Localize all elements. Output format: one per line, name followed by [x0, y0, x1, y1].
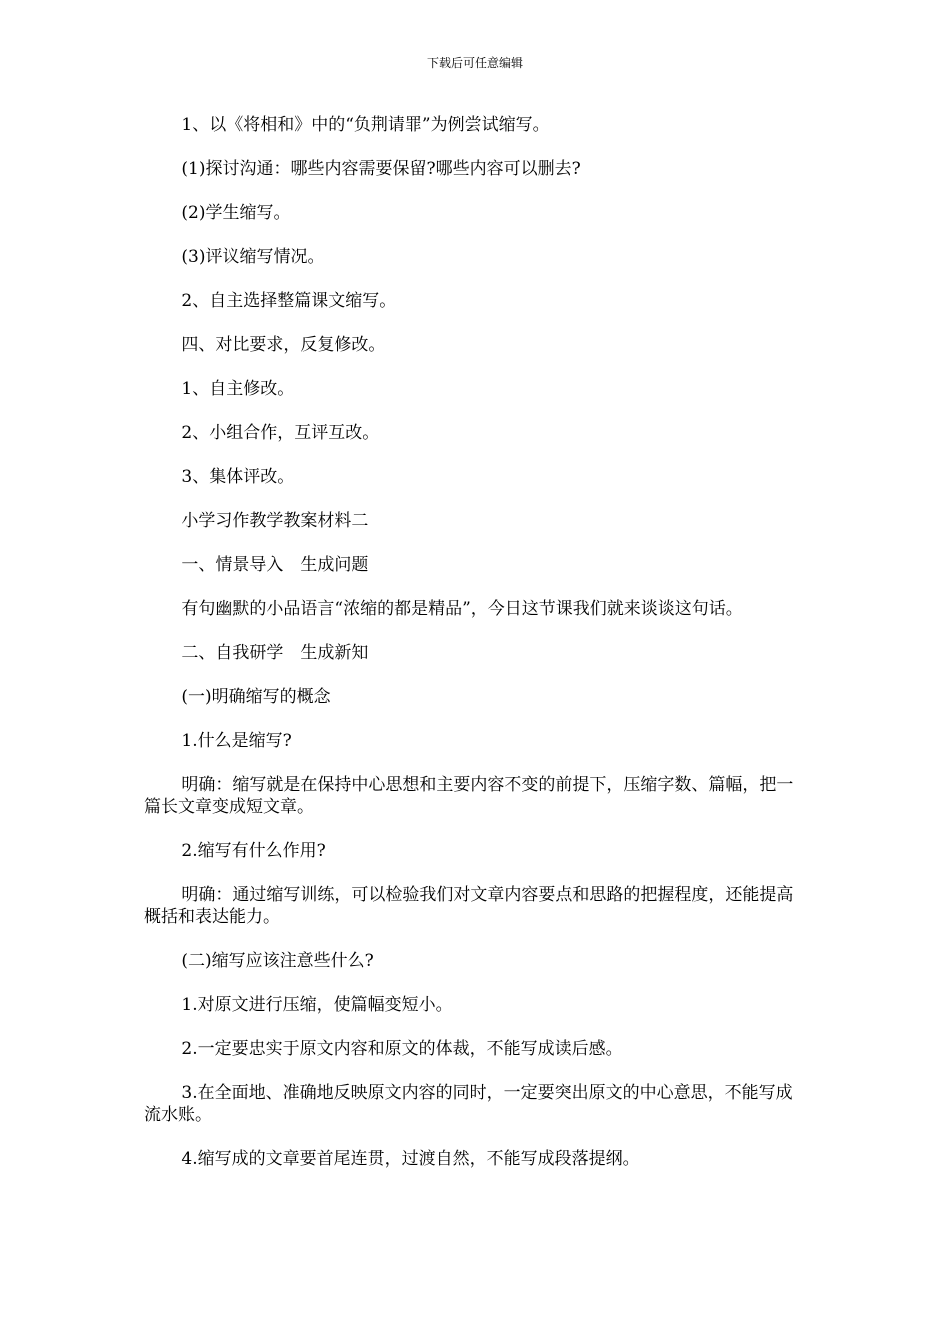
paragraph: 有句幽默的小品语言“浓缩的都是精品”，今日这节课我们就来谈谈这句话。 [181, 599, 743, 619]
paragraph: (1)探讨沟通：哪些内容需要保留?哪些内容可以删去? [181, 159, 581, 179]
paragraph: 2.缩写有什么作用? [181, 841, 326, 861]
paragraph: 4.缩写成的文章要首尾连贯，过渡自然，不能写成段落提纲。 [181, 1149, 640, 1169]
subsection-heading: (二)缩写应该注意些什么? [181, 951, 374, 971]
paragraph: 2、自主选择整篇课文缩写。 [181, 291, 397, 311]
paragraph: 3、集体评改。 [181, 467, 295, 487]
paragraph: 1、以《将相和》中的“负荆请罪”为例尝试缩写。 [181, 115, 550, 135]
paragraph: 1.对原文进行压缩，使篇幅变短小。 [181, 995, 453, 1015]
page-header: 下载后可任意编辑 [426, 56, 523, 70]
section-heading: 一、情景导入 生成问题 [181, 555, 369, 575]
paragraph: 明确：缩写就是在保持中心思想和主要内容不变的前提下，压缩字数、篇幅，把一篇长文章变成短文章。 [144, 775, 794, 817]
document-subtitle: 小学习作教学教案材料二 [181, 511, 369, 531]
subsection-heading: (一)明确缩写的概念 [181, 687, 331, 707]
paragraph: 3.在全面地、准确地反映原文内容的同时，一定要突出原文的中心意思，不能写成流水账。 [144, 1083, 793, 1125]
paragraph: 2.一定要忠实于原文内容和原文的体裁，不能写成读后感。 [181, 1039, 623, 1059]
paragraph: (2)学生缩写。 [181, 203, 291, 223]
paragraph: (3)评议缩写情况。 [181, 247, 325, 267]
section-heading: 四、对比要求，反复修改。 [181, 335, 386, 355]
paragraph: 明确：通过缩写训练，可以检验我们对文章内容要点和思路的把握程度，还能提高概括和表达能力。 [144, 885, 794, 927]
document-body [144, 114, 804, 1192]
section-heading: 二、自我研学 生成新知 [181, 643, 369, 663]
paragraph: 1、自主修改。 [181, 379, 295, 399]
paragraph: 2、小组合作，互评互改。 [181, 423, 380, 443]
paragraph: 1.什么是缩写? [181, 731, 292, 751]
